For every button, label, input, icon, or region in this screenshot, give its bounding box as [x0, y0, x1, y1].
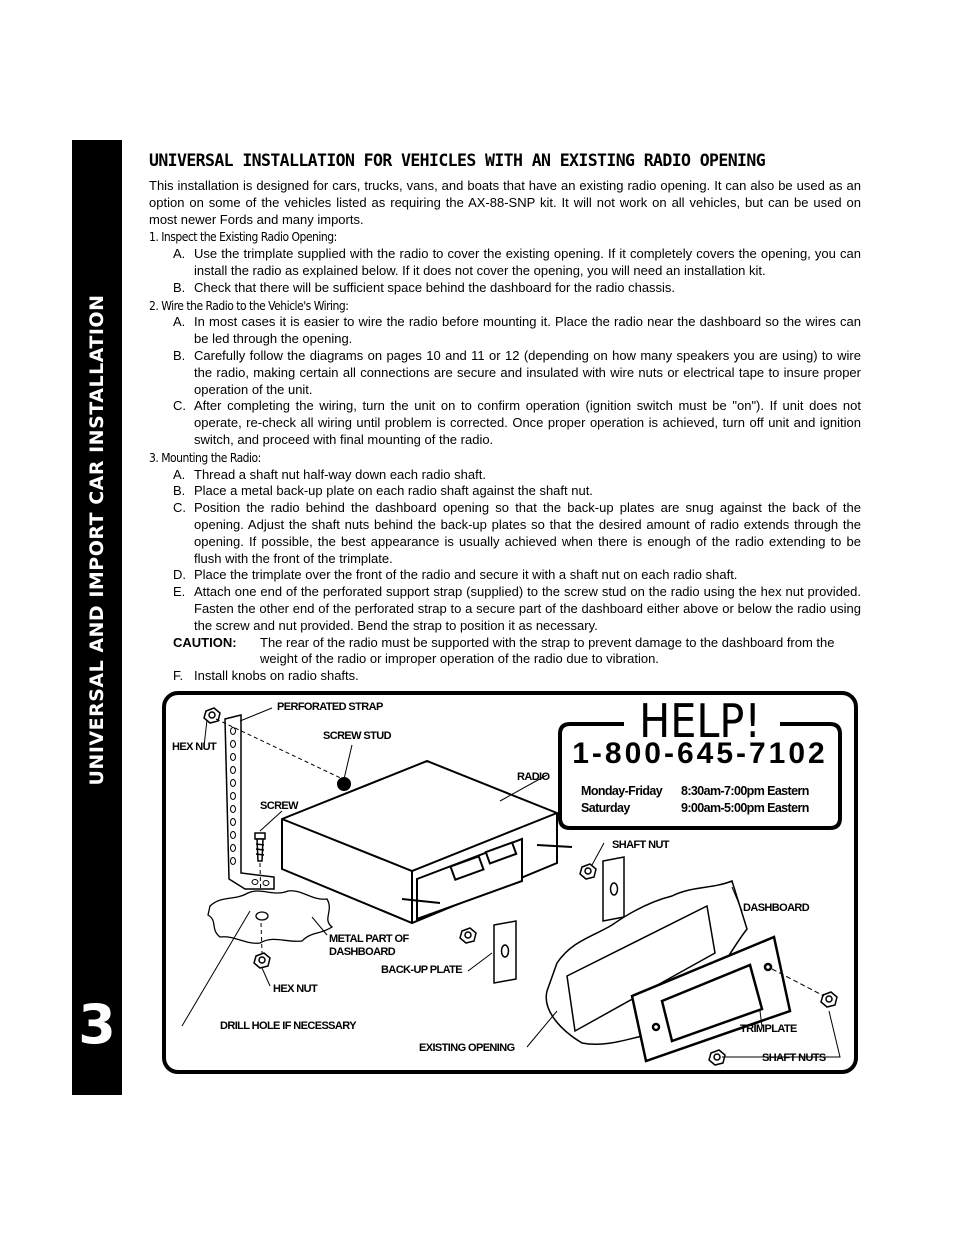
list-item — [173, 584, 861, 634]
hours-row — [581, 783, 809, 800]
label-radio: RADIO — [517, 771, 550, 783]
label-back-up-plate: BACK-UP PLATE — [381, 964, 463, 976]
item-text: Use the trimplate supplied with the radio to cover the existing opening. If it completely covers the opening, you can install the radio as explained below. If it does not cover the opening, you will need an installation kit. — [194, 246, 861, 278]
item-label: B. — [173, 483, 186, 499]
item-label: C. — [173, 398, 186, 414]
help-hours — [581, 783, 809, 817]
item-text: Install knobs on radio shafts. — [194, 668, 359, 684]
label-trimplate: TRIMPLATE — [740, 1023, 797, 1035]
sidebar-title: UNIVERSAL AND IMPORT CAR INSTALLATION — [86, 294, 108, 786]
item-label: D. — [173, 567, 186, 583]
step-title: 2. Wire the Radio to the Vehicle's Wiring: — [149, 298, 349, 313]
hours-time: 8:30am-7:00pm Eastern — [681, 784, 809, 798]
back-up-plate-left — [494, 921, 516, 983]
instructions — [149, 150, 861, 685]
label-drill-hole: DRILL HOLE IF NECESSARY — [220, 1020, 356, 1032]
item-label: A. — [173, 466, 186, 482]
list-item — [173, 668, 861, 685]
caution-text: The rear of the radio must be supported with the strap to prevent damage to the dashboard from the weight of the radio or improper operation of the radio due to vibration. — [260, 634, 835, 667]
shaft-nut-left — [460, 928, 476, 943]
item-label: F. — [173, 668, 184, 684]
item-text: Position the radio behind the dashboard opening so that the back-up plates are snug against the back of the opening. Adjust the shaft nuts behind the back-up plates so that the desired amount of radio extends through the opening. If possible, the best appearance is usually achieved when there is enough of the radio extending to be flush with the front of the trimplate. — [194, 500, 861, 566]
shaft-nut-right — [580, 864, 596, 879]
item-label: A. — [173, 246, 186, 262]
list-item — [173, 483, 861, 500]
sidebar — [72, 140, 122, 1095]
label-screw-stud: SCREW STUD — [323, 730, 391, 742]
step-title: 3. Mounting the Radio: — [149, 450, 261, 465]
item-text: After completing the wiring, turn the unit on to confirm operation (ignition switch must be "on"). If unit does not operate, re-check all wiring until problem is corrected. Once proper operation is achieved, turn off unit and ignition switch, and proceed with final mounting of the radio. — [194, 398, 861, 447]
list-item — [173, 398, 861, 448]
item-label: E. — [173, 584, 186, 600]
label-hex-nut-top: HEX NUT — [172, 741, 217, 753]
label-metal-part-line1: METAL PART OF — [329, 933, 409, 945]
label-screw: SCREW — [260, 800, 298, 812]
help-box — [556, 694, 844, 832]
item-label: B. — [173, 347, 186, 363]
intro-paragraph: This installation is designed for cars, trucks, vans, and boats that have an existing radio opening. It can also be used as an option on some of the vehicles listed as requiring the AX-88-SNP kit. It will not work on all vehicles, but can be used on most newer Fords and many imports. — [149, 178, 861, 227]
item-text: Place the trimplate over the front of the radio and secure it with a shaft nut on each radio shaft. — [194, 567, 738, 583]
label-hex-nut-bottom: HEX NUT — [273, 983, 318, 995]
item-text: Attach one end of the perforated support strap (supplied) to the screw stud on the radio using the hex nut provided. Fasten the other end of the perforated strap to a secure part of the dashboard either above or below the radio using the screw and nut provided. Bend the strap to position it as necessary. — [194, 584, 861, 633]
item-label: A. — [173, 314, 186, 330]
hours-row — [581, 800, 809, 817]
caution-note — [173, 635, 861, 669]
label-dashboard: DASHBOARD — [743, 902, 810, 914]
item-text: Thread a shaft nut half-way down each radio shaft. — [194, 466, 486, 482]
item-text: Check that there will be sufficient space behind the dashboard for the radio chassis. — [194, 279, 676, 295]
help-phone-number: 1-800-645-7102 — [572, 737, 828, 770]
item-text: In most cases it is easier to wire the radio before mounting it. Place the radio near the dashboard so the wires can be led through the opening. — [194, 314, 861, 347]
hex-nut-top — [204, 708, 220, 723]
list-item — [173, 314, 861, 348]
hex-nut-bottom — [254, 953, 270, 968]
label-existing-opening: EXISTING OPENING — [419, 1042, 515, 1054]
item-label: C. — [173, 500, 186, 516]
label-shaft-nut: SHAFT NUT — [612, 839, 669, 851]
label-metal-part-line2: DASHBOARD — [329, 946, 396, 958]
label-perforated-strap: PERFORATED STRAP — [277, 701, 383, 713]
list-item — [173, 348, 861, 398]
caution-label: CAUTION: — [173, 634, 237, 650]
list-item — [173, 567, 861, 584]
back-up-plate-right — [603, 857, 624, 921]
list-item — [173, 246, 861, 280]
hours-days: Monday-Friday — [581, 784, 663, 798]
hours-days: Saturday — [581, 801, 630, 815]
label-metal-part — [329, 933, 409, 959]
hours-time: 9:00am-5:00pm Eastern — [681, 801, 809, 815]
step-title: 1. Inspect the Existing Radio Opening: — [149, 230, 337, 245]
item-label: B. — [173, 279, 186, 295]
list-item — [173, 280, 861, 297]
item-text: Carefully follow the diagrams on pages 10 and 11 or 12 (depending on how many speakers you are using) to wire the radio, making certain all connections are secure and insulated with wire nuts or electrical tape to insure proper operation of the unit. — [194, 347, 861, 397]
label-shaft-nuts: SHAFT NUTS — [762, 1052, 826, 1064]
list-item — [173, 467, 861, 484]
item-text: Place a metal back-up plate on each radio shaft against the shaft nut. — [194, 483, 593, 499]
section-heading: UNIVERSAL INSTALLATION FOR VEHICLES WITH AN EXISTING RADIO OPENING — [149, 151, 766, 170]
list-item — [173, 500, 861, 567]
help-title: HELP! — [639, 694, 761, 748]
page-number: 3 — [78, 993, 116, 1056]
